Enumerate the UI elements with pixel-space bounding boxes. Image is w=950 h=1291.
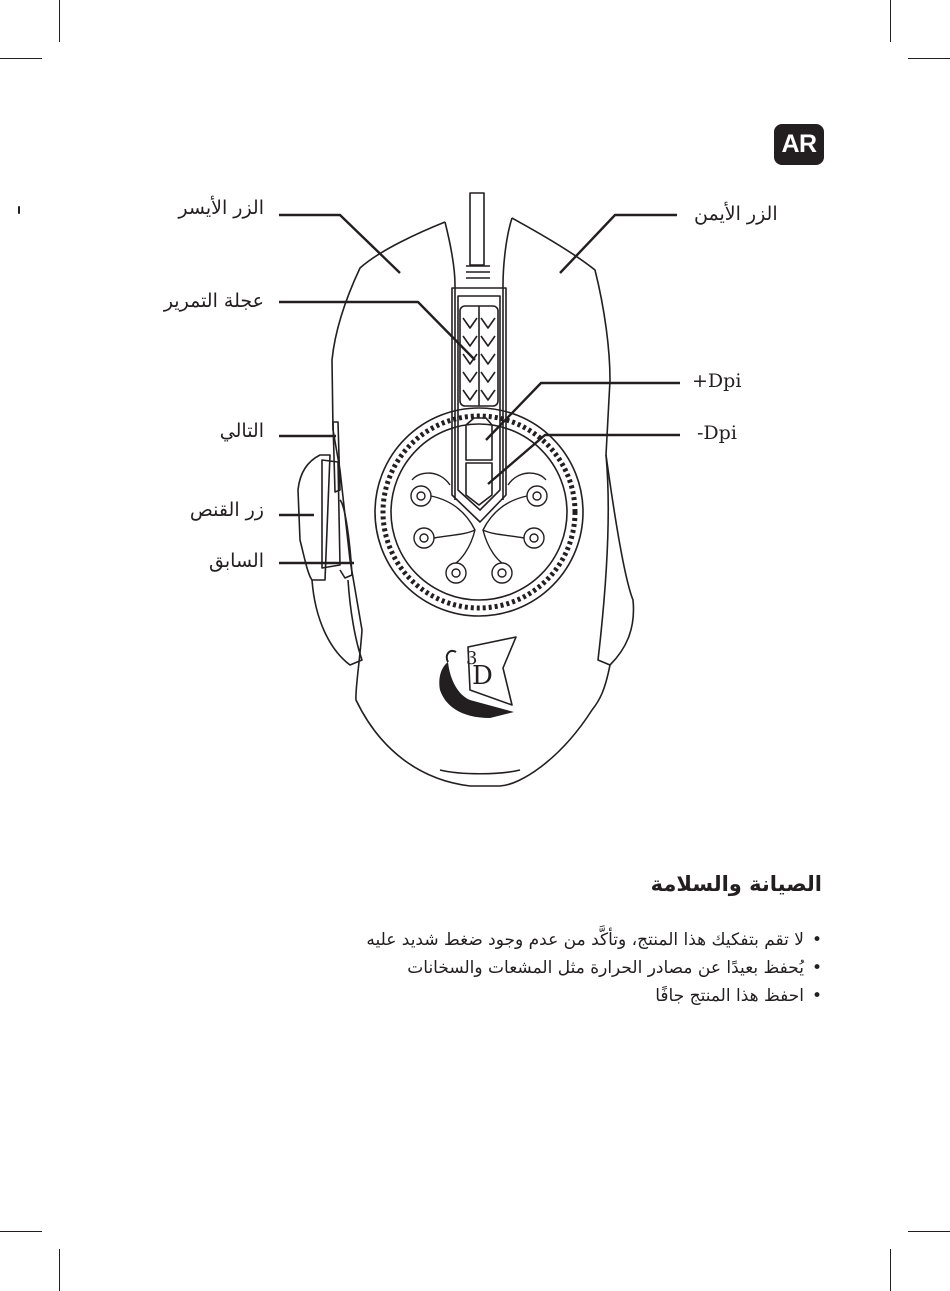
forward-button-label: التالي: [219, 420, 264, 442]
svg-text:3: 3: [466, 648, 478, 669]
dpi-minus-label: -Dpi: [697, 422, 737, 444]
right-button-label: الزر الأيمن: [694, 203, 778, 225]
crop-mark: [890, 1249, 891, 1291]
bullet-symbol: •: [811, 986, 822, 1006]
crop-mark: [0, 1231, 42, 1232]
sniper-button-label: زر القنص: [189, 499, 264, 521]
section-title: الصيانة والسلامة: [650, 872, 822, 896]
mouse-diagram: [0, 180, 950, 800]
svg-text:D: D: [472, 661, 493, 691]
bullet-symbol: •: [811, 958, 822, 978]
list-item: [366, 954, 822, 982]
back-button-label: السابق: [209, 550, 264, 572]
crop-mark: [0, 58, 42, 59]
list-item: [366, 982, 822, 1010]
emblem-rune-ring: [375, 408, 583, 616]
crop-mark: [908, 58, 950, 59]
left-button-label: الزر الأيسر: [178, 197, 264, 219]
list-item-text: احفظ هذا المنتج جافًا: [655, 986, 804, 1006]
list-item-text: يُحفظ بعيدًا عن مصادر الحرارة مثل المشعات والسخانات: [407, 958, 804, 978]
dpi-plus-label: +Dpi: [692, 370, 742, 392]
crop-mark: [908, 1231, 950, 1232]
scroll-wheel-label: عجلة التمرير: [163, 290, 264, 312]
safety-list: [366, 926, 822, 1010]
crop-mark: [59, 1249, 60, 1291]
list-item: [366, 926, 822, 954]
list-item-text: لا تقم بتفكيك هذا المنتج، وتأكَّد من عدم وجود ضغط شديد عليه: [366, 930, 804, 950]
mouse-body: [298, 193, 633, 786]
bullet-symbol: •: [811, 930, 822, 950]
brand-logo: [439, 637, 516, 718]
language-badge: AR: [774, 124, 824, 165]
crop-mark: [59, 0, 60, 42]
crop-mark: [890, 0, 891, 42]
